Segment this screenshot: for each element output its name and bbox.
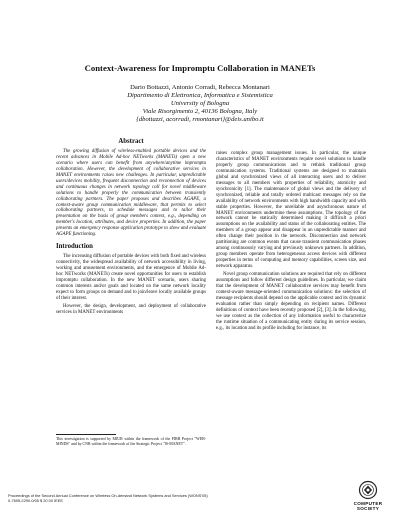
author-emails: {dbottazzi, acorradi, rmontanari}@deis.unibo.it bbox=[136, 116, 264, 124]
logo-text-computer: COMPUTER bbox=[353, 501, 383, 506]
introduction-paragraph-2: However, the design, development, and deployment of collaborative services in MANET environments bbox=[56, 303, 206, 315]
isbn-price-line: 0-7695-2290-0/05 $ 20.00 IEEE bbox=[8, 498, 63, 503]
funding-footnote: This investigation is supported by MIUR within the framework of the FIRB Project "WEB-MINDS" and by CNR within the framework of the Strategic Project "IS-MANET". bbox=[56, 437, 206, 446]
introduction-paragraph-1: The increasing diffusion of portable devices with both fixed and wireless connectivity, the widespread availability of network accessibility in living, working and amusement environments, and the emergence of Mobile Ad-hoc NETworks (MANETs) create novel opportunities for users to establish impromptu collaboration. In the new MANET scenario, users sharing common interests and/or goals and located on the same network locality expect to form groups on demand and to join/leave locally available groups of their interest. bbox=[56, 254, 206, 301]
body-paragraph-1: raises complex group management issues. In particular, the unique characteristics of MANET environments require novel solutions to handle properly group communications and to rethink traditional group communication systems. Traditional systems are designed to maintain global and synchronized views of all interacting users and to deliver messages to all members with properties of reliability, atomicity and synchronicity [1]. The maintenance of global views and the delivery of synchronized, reliable and totally ordered multicast messages rely on the availability of network environments with high bandwidth capacity and with stable properties. However, the unreliable and asynchronous nature of MANET environments undermine these assumptions. The topology of the network cannot be statically determined making it difficult a priori assumptions on the availability and status of the collaborating entities. The members of a group appear and disappear in an unpredictable manner and often change their position in the network. Disconnection and network partitioning are common events that cause transient communication phases among continuously varying and previously unknown partners. In addition, group members operate from heterogeneous access devices with different properties in terms of computing and memory capabilities, screen size, and network apparatus. bbox=[216, 151, 366, 270]
abstract-text: The growing diffusion of wireless-enabled portable devices and the recent advances in Mobile Ad-hoc NETworks (MANETs) open a new scenario where users can benefit from anywhere/anytime impromptu collaboration. However, the development of collaborative services in MANET environments raises new challenges. In particular, unpredictable users/devices mobility, frequent disconnection and reconnection of devices and continuous changes in network topology call for novel middleware solutions to handle properly the communication between transiently collaborating partners. The paper proposes and describes AGAPE, a context-aware group communication middleware, that permits to select collaborating partners, to schedule messages and to tailor their presentation on the basis of group members context, e.g., depending on member's location, attributes, and device properties. In addition, the paper presents an emergency response application prototype to show and evaluate AGAPE functioning. bbox=[56, 148, 206, 238]
author-university: University of Bologna bbox=[170, 100, 230, 108]
introduction-heading: Introduction bbox=[56, 243, 93, 251]
footnote-rule bbox=[56, 434, 116, 435]
proceedings-footer bbox=[8, 493, 208, 503]
ieee-computer-society-seal-icon bbox=[357, 480, 379, 500]
author-department: Dipartimento di Elettronica, Informatica e Sistemistica bbox=[127, 92, 273, 100]
author-address: Viale Risorgimento 2, 40136 Bologna, Italy bbox=[142, 108, 258, 116]
author-block bbox=[0, 84, 400, 124]
body-paragraph-2: Novel group communication solutions are required that rely on different assumptions and follow different design guidelines. In particular, we claim that the development of MANET collaborative services may benefit from context-aware message-oriented communication solutions: the selection of message recipients should depend on the applicable context and its dynamic evaluation rather than simply depending on recipient names. Different definitions of context have been recently proposed [2], [3]. In the following, we use context as the collection of any information useful to characterize the runtime situation of a communicating entity during its service session, e.g., its location and its profile including for instance, its bbox=[216, 272, 366, 331]
proceedings-line: Proceedings of the Second Annual Conference on Wireless On-demand Network Systems and Services (WONS'05) bbox=[8, 493, 208, 498]
logo-text-society: SOCIETY bbox=[356, 506, 380, 511]
paper-title: Context-Awareness for Impromptu Collaboration in MANETs bbox=[84, 63, 316, 73]
right-column bbox=[216, 151, 366, 334]
abstract-heading: Abstract bbox=[118, 138, 144, 145]
author-names: Dario Bottazzi, Antonio Corradi, Rebecca Montanari bbox=[130, 84, 270, 91]
left-column bbox=[56, 139, 206, 318]
computer-society-logo bbox=[346, 480, 390, 511]
